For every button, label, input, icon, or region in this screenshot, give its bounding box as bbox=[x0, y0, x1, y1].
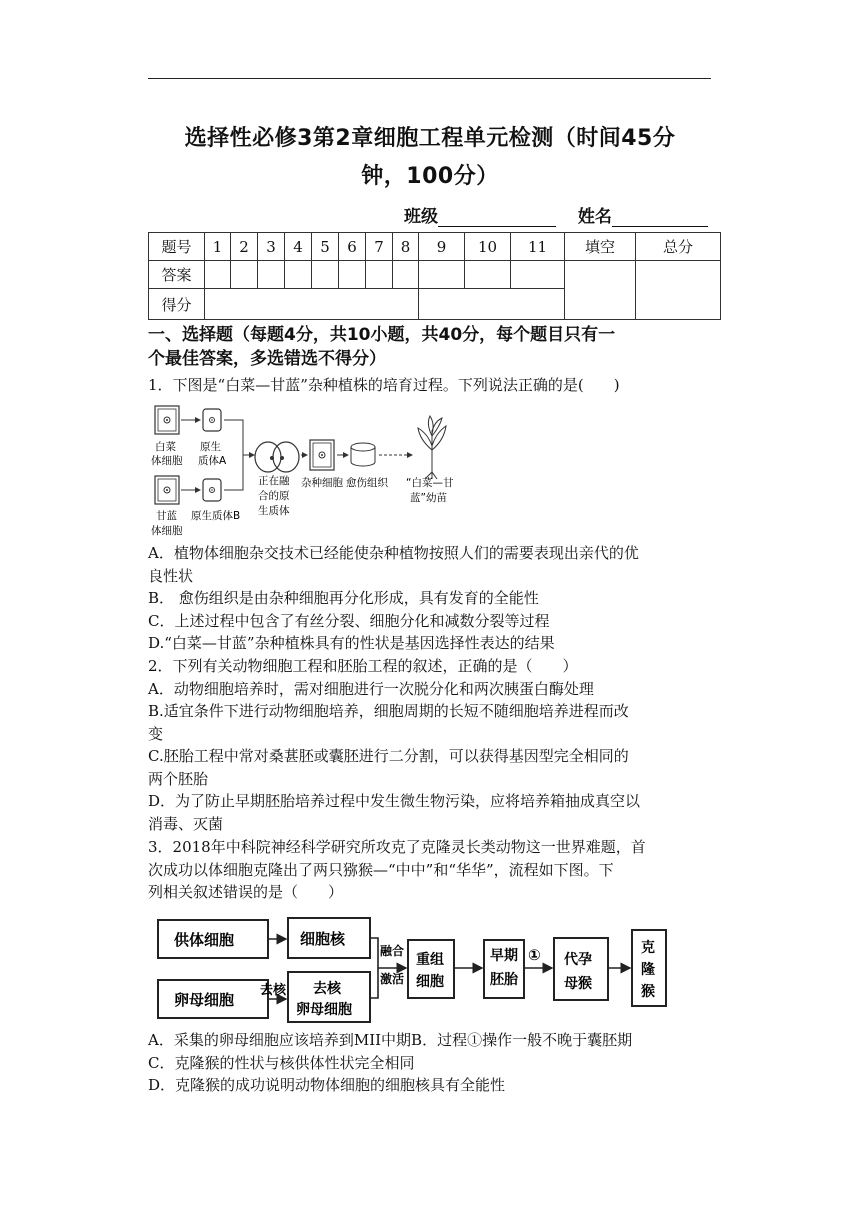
table-row bbox=[149, 261, 721, 289]
q3-stem-line3: 列相关叙述错误的是（ ） bbox=[148, 883, 344, 901]
early-embryo-label-1: 早期 bbox=[490, 948, 518, 964]
enucleated-label-1: 去核 bbox=[313, 981, 341, 997]
score-table bbox=[148, 232, 721, 320]
table-cell: 6 bbox=[339, 233, 366, 261]
surrogate-label-1: 代孕 bbox=[564, 952, 592, 968]
table-cell: 7 bbox=[366, 233, 393, 261]
header-rule bbox=[148, 78, 711, 79]
q2-option-d-cont: 消毒、灭菌 bbox=[148, 814, 224, 833]
pa-label-2: 质体A bbox=[198, 455, 227, 467]
q3-option-c[interactable]: C．克隆猴的性状与核供体性状完全相同 bbox=[148, 1053, 415, 1072]
q1-stem: 1．下图是“白菜—甘蓝”杂种植株的培育过程。下列说法正确的是( ) bbox=[148, 376, 620, 394]
total-score-cell[interactable] bbox=[636, 261, 721, 320]
answer-cell[interactable] bbox=[205, 261, 231, 289]
section1-line2: 个最佳答案，多选错选不得分） bbox=[148, 349, 386, 369]
q2-option-c[interactable]: C.胚胎工程中常对桑葚胚或囊胚进行二分割，可以获得基因型完全相同的 bbox=[148, 747, 629, 765]
answer-cell[interactable] bbox=[231, 261, 258, 289]
score-cell[interactable] bbox=[205, 289, 419, 320]
clone-label-1: 克 bbox=[641, 940, 655, 956]
page-title-line1: 选择性必修3第2章细胞工程单元检测（时间45分 bbox=[184, 126, 676, 151]
early-embryo-label-2: 胚胎 bbox=[490, 972, 518, 988]
fusing-label-2: 合的原 bbox=[258, 490, 290, 502]
merge-line bbox=[370, 938, 378, 998]
donor-cell-label: 供体细胞 bbox=[174, 931, 235, 949]
table-cell: 填空 bbox=[565, 233, 636, 261]
section1-heading bbox=[148, 323, 714, 371]
table-cell: 10 bbox=[465, 233, 511, 261]
name-label: 姓名 bbox=[577, 207, 612, 227]
clone-label-2: 隆 bbox=[641, 962, 655, 978]
recombinant-label-2: 细胞 bbox=[416, 974, 444, 990]
baicai-label-2: 体细胞 bbox=[151, 455, 183, 467]
surrogate-label-2: 母猴 bbox=[564, 976, 592, 992]
q3-diagram bbox=[150, 910, 670, 1028]
q2-option-b-cont: 变 bbox=[148, 724, 164, 743]
q3-option-d[interactable]: D．克隆猴的成功说明动物体细胞的细胞核具有全能性 bbox=[148, 1076, 506, 1094]
answer-cell[interactable] bbox=[419, 261, 465, 289]
pb-label: 原生质体B bbox=[191, 510, 241, 522]
table-cell: 2 bbox=[231, 233, 258, 261]
q2-option-a[interactable]: A．动物细胞培养时，需对细胞进行一次脱分化和两次胰蛋白酶处理 bbox=[148, 679, 594, 698]
section1-line1: 一、选择题（每题4分，共10小题，共40分，每个题目只有一 bbox=[148, 325, 616, 345]
class-name-line bbox=[404, 202, 708, 227]
fusing-protoplast-icon bbox=[255, 442, 299, 472]
q1-option-c[interactable]: C．上述过程中包含了有丝分裂、细胞分化和减数分裂等过程 bbox=[148, 611, 550, 630]
table-cell: 5 bbox=[312, 233, 339, 261]
table-cell: 答案 bbox=[149, 261, 205, 289]
enucleated-label-2: 卵母细胞 bbox=[296, 1002, 352, 1018]
table-cell: 9 bbox=[419, 233, 465, 261]
page-title-line2: 钟，100分） bbox=[361, 164, 499, 189]
callus-icon bbox=[351, 443, 375, 466]
baicai-cell-icon bbox=[155, 406, 179, 434]
clone-label-3: 猴 bbox=[641, 984, 655, 1000]
q1-option-b[interactable]: B． 愈伤组织是由杂种细胞再分化形成，具有发育的全能性 bbox=[148, 589, 539, 607]
q3-stem-line1: 3．2018年中科院神经科学研究所攻克了克隆灵长类动物这一世界难题，首 bbox=[148, 838, 646, 856]
seedling-icon bbox=[418, 416, 446, 479]
table-cell: 4 bbox=[285, 233, 312, 261]
q1-diagram bbox=[148, 400, 468, 540]
q3-stem-line2: 次成功以体细胞克隆出了两只猕猴—“中中”和“华华”，流程如下图。下 bbox=[148, 860, 614, 879]
oocyte-label: 卵母细胞 bbox=[174, 991, 235, 1009]
table-cell: 8 bbox=[393, 233, 419, 261]
hybrid-label: 杂种细胞 bbox=[301, 477, 343, 489]
hybrid-cell-icon bbox=[310, 440, 334, 470]
answer-cell[interactable] bbox=[465, 261, 511, 289]
callus-label: 愈伤组织 bbox=[346, 477, 388, 489]
table-row bbox=[149, 233, 721, 261]
ganlan-label-2: 体细胞 bbox=[151, 525, 183, 537]
remove-nucleus-label: 去核 bbox=[260, 983, 287, 998]
step-1-label: ① bbox=[528, 946, 541, 964]
q1-option-a-cont: 良性状 bbox=[148, 566, 194, 585]
merge-line bbox=[224, 420, 243, 490]
protoplast-a-icon bbox=[203, 409, 221, 431]
table-cell: 题号 bbox=[149, 233, 205, 261]
table-cell: 11 bbox=[511, 233, 565, 261]
activate-label: 激活 bbox=[380, 972, 405, 986]
protoplast-b-icon bbox=[203, 479, 221, 501]
table-cell: 1 bbox=[205, 233, 231, 261]
answer-cell[interactable] bbox=[366, 261, 393, 289]
answer-cell[interactable] bbox=[258, 261, 285, 289]
table-cell: 得分 bbox=[149, 289, 205, 320]
q2 bbox=[148, 655, 714, 835]
fuse-label: 融合 bbox=[380, 944, 405, 958]
recombinant-label-1: 重组 bbox=[416, 952, 444, 968]
answer-cell[interactable] bbox=[312, 261, 339, 289]
q2-option-c-cont: 两个胚胎 bbox=[148, 769, 209, 788]
ganlan-label-1: 甘蓝 bbox=[156, 510, 177, 522]
seedling-label-1: “白菜—甘 bbox=[406, 477, 454, 489]
q2-stem: 2．下列有关动物细胞工程和胚胎工程的叙述，正确的是（ ） bbox=[148, 657, 578, 675]
q1-option-a[interactable]: A．植物体细胞杂交技术已经能使杂种植物按照人们的需要表现出亲代的优 bbox=[148, 544, 639, 562]
q1-option-d[interactable]: D.“白菜—甘蓝”杂种植株具有的性状是基因选择性表达的结果 bbox=[148, 634, 555, 652]
q2-option-b[interactable]: B.适宜条件下进行动物细胞培养，细胞周期的长短不随细胞培养进程而改 bbox=[148, 702, 629, 720]
table-cell: 总分 bbox=[636, 233, 721, 261]
q2-option-d[interactable]: D．为了防止早期胚胎培养过程中发生微生物污染，应将培养箱抽成真空以 bbox=[148, 792, 641, 810]
seedling-label-2: 蓝”幼苗 bbox=[410, 492, 447, 504]
score-cell[interactable] bbox=[419, 289, 565, 320]
answer-cell[interactable] bbox=[511, 261, 565, 289]
fusing-label-1: 正在融 bbox=[258, 475, 290, 487]
class-blank[interactable] bbox=[438, 208, 556, 227]
q3-stem bbox=[148, 836, 714, 904]
q3-options bbox=[148, 1029, 714, 1097]
fill-score-cell[interactable] bbox=[565, 261, 636, 320]
q3-option-ab[interactable]: A．采集的卵母细胞应该培养到MII中期B．过程①操作一般不晚于囊胚期 bbox=[148, 1031, 633, 1049]
answer-cell[interactable] bbox=[393, 261, 419, 289]
answer-cell[interactable] bbox=[339, 261, 366, 289]
class-label: 班级 bbox=[404, 207, 438, 227]
nucleus-label: 细胞核 bbox=[300, 930, 346, 948]
answer-cell[interactable] bbox=[285, 261, 312, 289]
q1-options bbox=[148, 542, 714, 655]
name-blank[interactable] bbox=[612, 208, 708, 227]
ganlan-cell-icon bbox=[155, 476, 179, 504]
table-cell: 3 bbox=[258, 233, 285, 261]
baicai-label-1: 白菜 bbox=[155, 441, 176, 453]
pa-label-1: 原生 bbox=[200, 441, 221, 453]
fusing-label-3: 生质体 bbox=[258, 505, 290, 517]
